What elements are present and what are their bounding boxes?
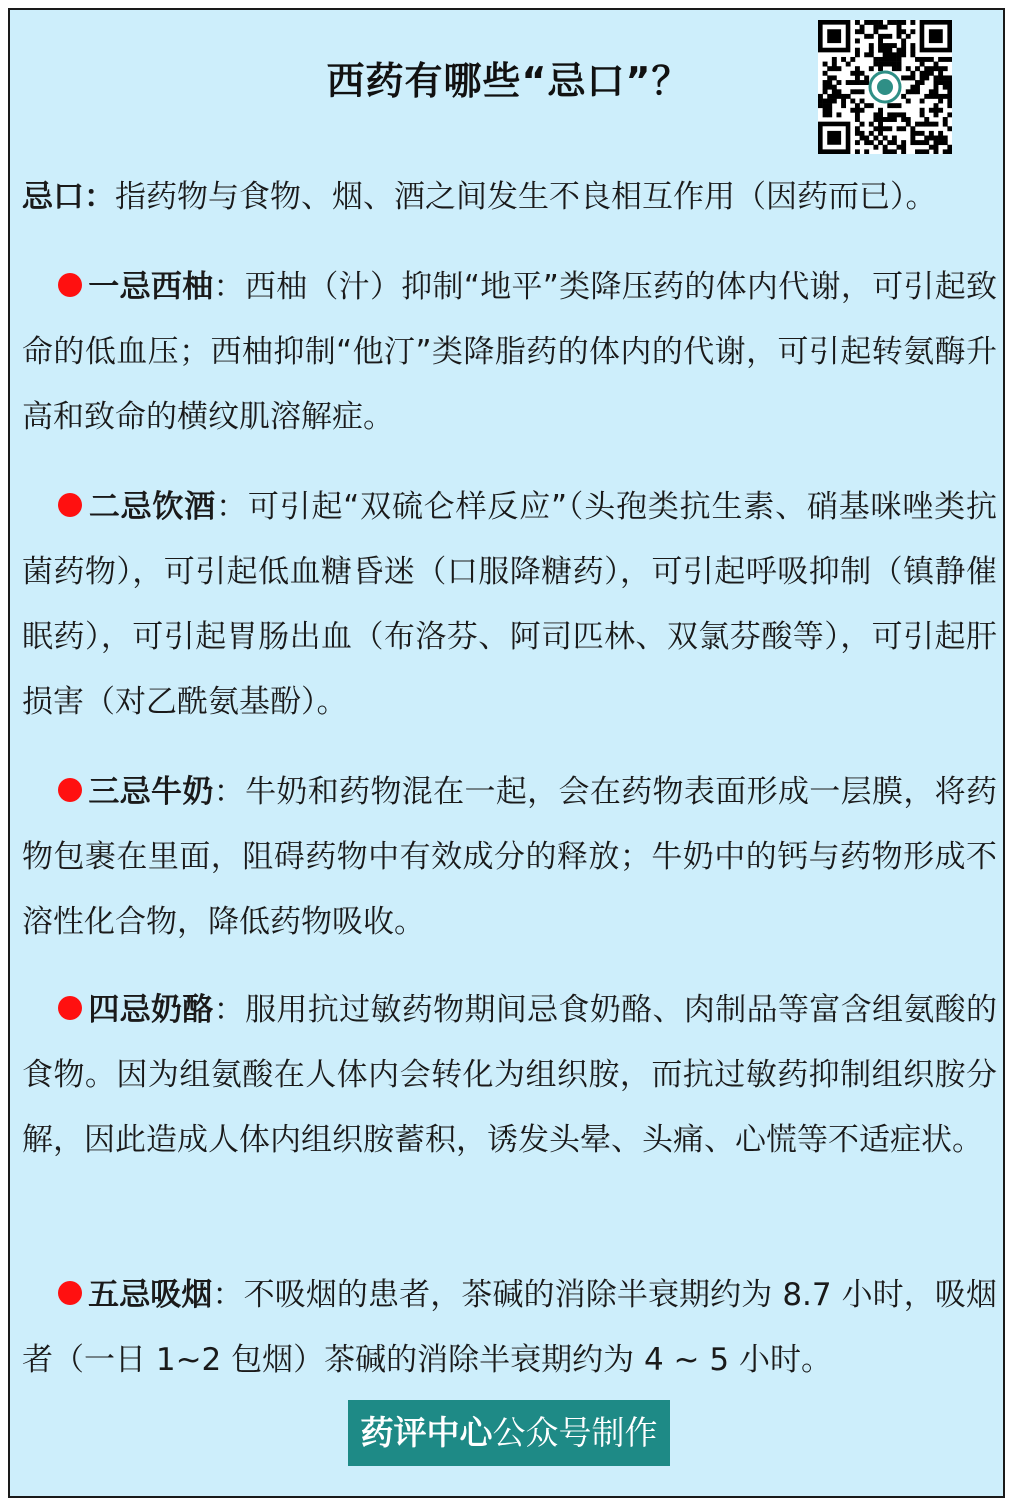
item-heading: 一忌西柚	[88, 269, 214, 305]
intro-text: 指药物与食物、烟、酒之间发生不良相互作用（因药而已）。	[115, 179, 937, 215]
item-smoking	[22, 1263, 997, 1393]
item-text: ：可引起“双硫仑样反应”（头孢类抗生素、硝基咪唑类抗菌药物），可引起低血糖昏迷（口服降糖药），可引起呼吸抑制（镇静催眠药），可引起胃肠出血（布洛芬、阿司匹林、双氯芬酸等），可引起肝损害（对乙酰氨基酚）。	[22, 489, 997, 720]
qr-code-icon[interactable]	[818, 20, 952, 154]
item-alcohol	[22, 475, 997, 735]
item-text: ：服用抗过敏药物期间忌食奶酪、肉制品等富含组氨酸的食物。因为组氨酸在人体内会转化为组织胺，而抗过敏药抑制组织胺分解，因此造成人体内组织胺蓄积，诱发头晕、头痛、心慌等不适症状。	[22, 992, 998, 1158]
item-grapefruit	[22, 255, 997, 450]
item-text: ：不吸烟的患者，茶碱的消除半衰期约为 8.7 小时，吸烟者（一日 1~2 包烟）茶碱的消除半衰期约为 4 ~ 5 小时。	[22, 1277, 997, 1378]
bullet-dot-icon	[58, 778, 82, 802]
item-text: ：牛奶和药物混在一起，会在药物表面形成一层膜，将药物包裹在里面，阻碍药物中有效成分的释放；牛奶中的钙与药物形成不溶性化合物，降低药物吸收。	[22, 774, 998, 940]
bullet-dot-icon	[58, 1281, 82, 1305]
bullet-dot-icon	[58, 996, 82, 1020]
item-heading: 五忌吸烟	[88, 1277, 213, 1313]
page-title: 西药有哪些“忌口”？	[326, 59, 691, 103]
item-cheese	[22, 978, 997, 1173]
footer-rest: 公众号制作	[492, 1413, 658, 1452]
item-heading: 二忌饮酒	[88, 489, 217, 525]
item-milk	[22, 760, 997, 955]
bullet-dot-icon	[58, 273, 82, 297]
intro-line	[22, 168, 1012, 226]
footer-strong: 药评中心	[360, 1413, 493, 1452]
intro-lead: 忌口：	[22, 179, 115, 215]
item-heading: 四忌奶酪	[88, 992, 214, 1028]
item-text: ：西柚（汁）抑制“地平”类降压药的体内代谢，可引起致命的低血压；西柚抑制“他汀”类降脂药的体内的代谢，可引起转氨酶升高和致命的横纹肌溶解症。	[22, 269, 997, 435]
item-heading: 三忌牛奶	[88, 774, 214, 810]
footer-badge	[348, 1400, 670, 1466]
bullet-dot-icon	[58, 493, 82, 517]
infographic-card	[8, 8, 1005, 1498]
